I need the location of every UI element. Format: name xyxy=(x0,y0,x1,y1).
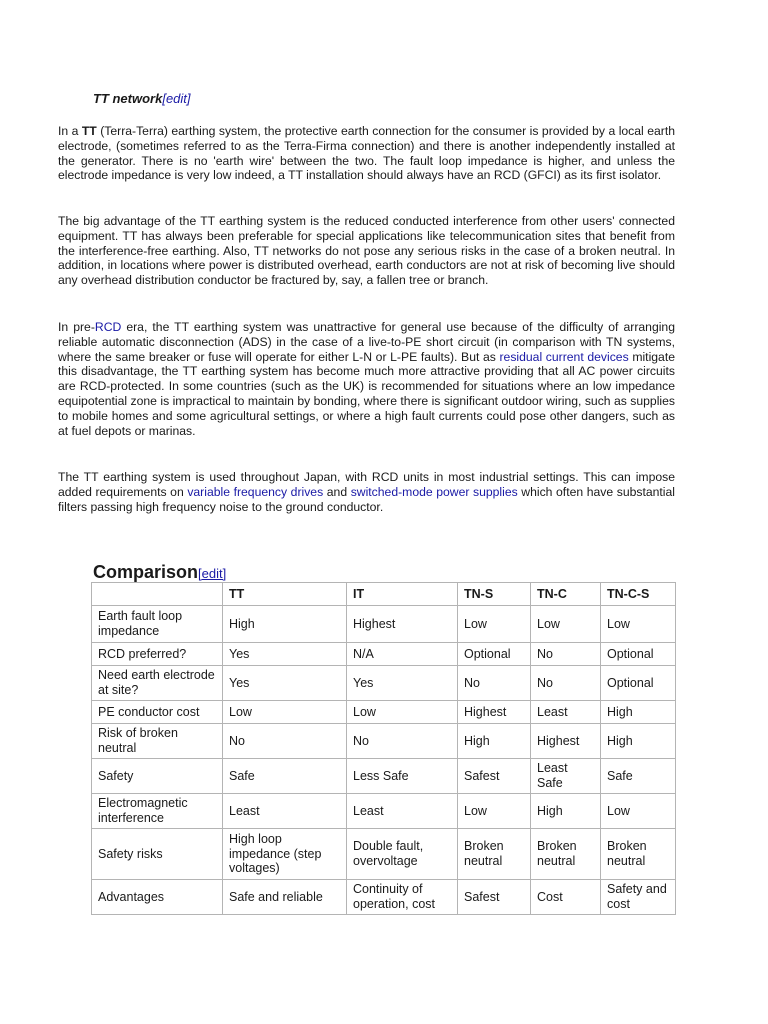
p4-text-c: which often have substantial filters passing high frequency noise to the ground conductor. xyxy=(58,484,675,514)
row-label: Earth fault loop impedance xyxy=(92,606,223,643)
header-cell-tn-c-s: TN-C-S xyxy=(601,583,676,606)
section-edit-link[interactable]: [edit] xyxy=(162,91,191,106)
header-cell-it: IT xyxy=(347,583,458,606)
row-label: Electromagnetic interference xyxy=(92,794,223,829)
table-row xyxy=(92,701,676,724)
table-cell: Optional xyxy=(601,643,676,666)
section-title: TT network xyxy=(93,91,163,106)
switched-mode-power-supplies-link[interactable]: switched-mode power supplies xyxy=(350,484,518,499)
table-cell: High xyxy=(458,724,531,759)
table-cell: Continuity of operation, cost xyxy=(347,880,458,915)
row-label: PE conductor cost xyxy=(92,701,223,724)
table-cell: Broken neutral xyxy=(601,829,676,880)
table-cell: Highest xyxy=(458,701,531,724)
table-cell: Safe and reliable xyxy=(223,880,347,915)
table-cell: Safest xyxy=(458,880,531,915)
table-cell: Low xyxy=(531,606,601,643)
table-cell: Broken neutral xyxy=(531,829,601,880)
rcd-link[interactable]: RCD xyxy=(94,320,122,334)
table-header-row xyxy=(92,583,676,606)
table-cell: Broken neutral xyxy=(458,829,531,880)
p3-text-a: In pre- xyxy=(58,320,95,334)
row-label: Need earth electrode at site? xyxy=(92,666,223,701)
p1-bold-tt: TT xyxy=(81,124,97,138)
comparison-table xyxy=(91,582,676,915)
comparison-title: Comparison xyxy=(93,562,199,582)
table-cell: Least xyxy=(223,794,347,829)
row-label: Safety risks xyxy=(92,829,223,880)
table-cell: No xyxy=(347,724,458,759)
header-cell-blank xyxy=(92,583,223,606)
table-cell: Low xyxy=(347,701,458,724)
table-cell: Cost xyxy=(531,880,601,915)
table-cell: High xyxy=(531,794,601,829)
table-cell: Yes xyxy=(347,666,458,701)
p3-text-c: mitigate this disadvantage, the TT earthing system has become much more attractive providing that all AC power circuits are RCD-protected. In some countries (such as the UK) is recommended for situations where an low impedance equipotential zone is impractical to maintain by bonding, where there is significant outdoor wiring, such as supplies to mobile homes and some agricultural settings, or where a high fault currents could pose other dangers, such as at fuel depots or marinas. xyxy=(58,349,675,438)
table-cell: Safe xyxy=(223,759,347,794)
section-heading xyxy=(93,90,191,108)
table-cell: Yes xyxy=(223,666,347,701)
header-cell-tt: TT xyxy=(223,583,347,606)
table-cell: Low xyxy=(223,701,347,724)
p3-text-b: era, the TT earthing system was unattractive for general use because of the difficulty of arranging reliable automatic disconnection (ADS) in the case of a live-to-PE short circuit (in comparison with TN systems, where the same breaker or fuse will operate for either L-N or L-PE faults). But as xyxy=(58,320,675,364)
row-label: RCD preferred? xyxy=(92,643,223,666)
table-cell: Safety and cost xyxy=(601,880,676,915)
paragraph-pre-rcd xyxy=(58,320,675,438)
table-cell: Least Safe xyxy=(531,759,601,794)
paragraph-tt-definition xyxy=(58,124,675,183)
row-label: Advantages xyxy=(92,880,223,915)
comparison-edit-link[interactable]: [edit] xyxy=(198,566,227,581)
p4-text-a: The TT earthing system is used throughout Japan, with RCD units in most industrial settings. This can impose added requirements on xyxy=(58,470,675,499)
variable-frequency-drives-link[interactable]: variable frequency drives xyxy=(187,484,324,499)
paragraph-tt-advantage xyxy=(58,214,675,288)
table-cell: High xyxy=(601,701,676,724)
table-cell: No xyxy=(223,724,347,759)
table-cell: High xyxy=(223,606,347,643)
table-cell: Highest xyxy=(347,606,458,643)
row-label: Safety xyxy=(92,759,223,794)
table-row xyxy=(92,829,676,880)
table-cell: Low xyxy=(458,606,531,643)
row-label: Risk of broken neutral xyxy=(92,724,223,759)
table-cell: Double fault, overvoltage xyxy=(347,829,458,880)
table-cell: Safest xyxy=(458,759,531,794)
table-cell: N/A xyxy=(347,643,458,666)
table-cell: Low xyxy=(458,794,531,829)
table-cell: Less Safe xyxy=(347,759,458,794)
table-cell: No xyxy=(531,666,601,701)
paragraph-japan xyxy=(58,470,675,514)
table-row xyxy=(92,759,676,794)
table-row xyxy=(92,666,676,701)
table-cell: Optional xyxy=(458,643,531,666)
table-row xyxy=(92,794,676,829)
table-cell: No xyxy=(531,643,601,666)
header-cell-tn-s: TN-S xyxy=(458,583,531,606)
table-cell: High loop impedance (step voltages) xyxy=(223,829,347,880)
table-cell: Low xyxy=(601,606,676,643)
table-cell: Least xyxy=(347,794,458,829)
table-cell: Yes xyxy=(223,643,347,666)
header-cell-tn-c: TN-C xyxy=(531,583,601,606)
table-row xyxy=(92,643,676,666)
table-row xyxy=(92,724,676,759)
table-row xyxy=(92,880,676,915)
table-cell: Least xyxy=(531,701,601,724)
p2-text: The big advantage of the TT earthing system is the reduced conducted interference from other users' connected equipment. TT has always been preferable for special applications like telecommunication sites that benefit from the interference-free earthing. Also, TT networks do not pose any serious risks in the case of a broken neutral. In addition, in locations where power is distributed overhead, earth conductors are not at risk of becoming live should any overhead distribution conductor be fractured by, say, a fallen tree or branch. xyxy=(58,214,675,288)
residual-current-devices-link[interactable]: residual current devices xyxy=(499,349,629,364)
p4-text-b: and xyxy=(323,484,351,499)
p1-text-a: In a xyxy=(58,124,82,138)
table-cell: Safe xyxy=(601,759,676,794)
table-cell: Low xyxy=(601,794,676,829)
table-cell: Highest xyxy=(531,724,601,759)
p1-text-b: (Terra-Terra) earthing system, the protective earth connection for the consumer is provided by a local earth electrode, (sometimes referred to as the Terra-Firma connection) and there is another independently installed at the generator. There is no 'earth wire' between the two. The fault loop impedance is higher, and unless the electrode impedance is very low indeed, a TT installation should always have an RCD (GFCI) as its first isolator. xyxy=(58,124,675,183)
table-row xyxy=(92,606,676,643)
table-cell: Optional xyxy=(601,666,676,701)
table-cell: High xyxy=(601,724,676,759)
table-cell: No xyxy=(458,666,531,701)
